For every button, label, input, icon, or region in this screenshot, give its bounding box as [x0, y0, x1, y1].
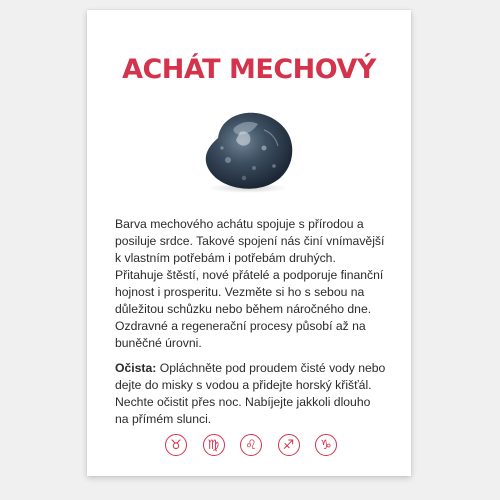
virgo-zodiac-icon: ♍	[203, 434, 225, 456]
leo-zodiac-icon: ♌	[240, 434, 262, 456]
cleansing-label: Očista:	[115, 361, 157, 375]
stone-description: Barva mechového achátu spojuje s přírodou a posiluje srdce. Takové spojení nás činí vnímavější k vlastním potřebám i potřebám druhých. Přitahuje štěstí, nové přátelé a podporuje finanční hojnost i prosperitu. Vezměte si ho s sebou na důležitou schůzku nebo během náročného dne. Ozdravné a regenerační procesy působí až na buněčné úrovni.	[115, 217, 385, 350]
zodiac-signs	[165, 434, 337, 458]
moss-agate-stone-image	[194, 108, 298, 194]
product-card	[87, 10, 411, 476]
cleansing-text: Opláchněte pod proudem čisté vody nebo dejte do misky s vodou a přidejte horský křišťál. Nechte očistit přes noc. Nabíjejte jakkoli dlouho na přímém slunci.	[115, 361, 386, 426]
cleansing-instructions	[115, 360, 387, 428]
capricorn-zodiac-icon: ♑	[315, 434, 337, 456]
sagittarius-zodiac-icon: ♐	[278, 434, 300, 456]
card-title: ACHÁT MECHOVÝ	[122, 54, 376, 85]
description-block	[115, 216, 387, 428]
taurus-zodiac-icon: ♉	[165, 434, 187, 456]
